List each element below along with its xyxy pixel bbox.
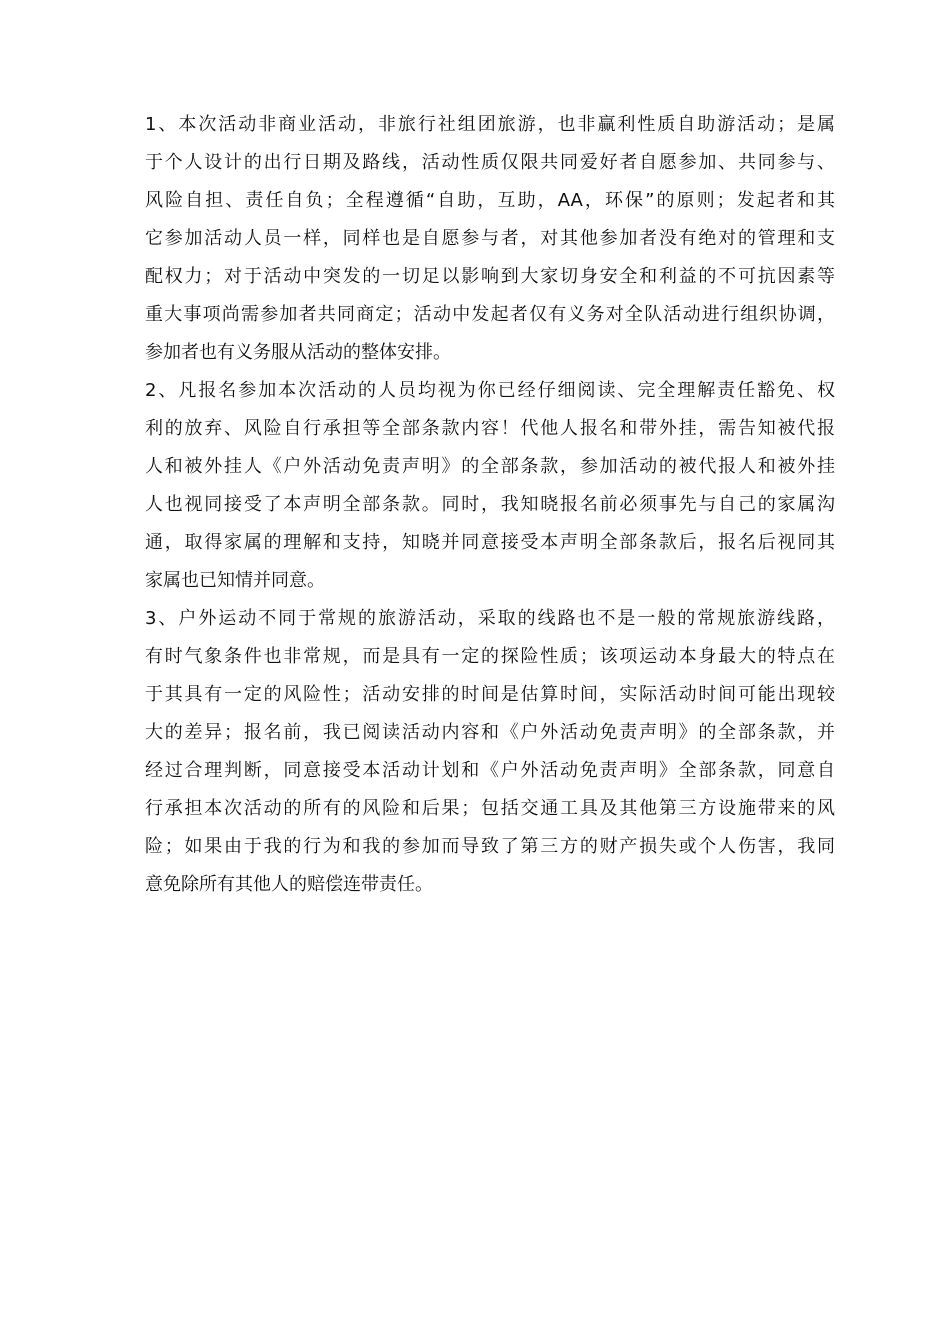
text-line: 重大事项尚需参加者共同商定；活动中发起者仅有义务对全队活动进行组织协调， <box>145 304 835 325</box>
text-line: 参加者也有义务服从活动的整体安排。 <box>145 342 451 363</box>
document-body <box>145 106 835 904</box>
paragraph-2 <box>145 372 835 600</box>
text-line: 配权力；对于活动中突发的一切足以影响到大家切身安全和利益的不可抗因素等 <box>145 266 835 287</box>
text-line: 险；如果由于我的行为和我的参加而导致了第三方的财产损失或个人伤害，我同 <box>145 836 835 857</box>
text-line: 行承担本次活动的所有的风险和后果；包括交通工具及其他第三方设施带来的风 <box>145 798 835 819</box>
paragraph-3 <box>145 600 835 904</box>
text-line: 人和被外挂人《户外活动免责声明》的全部条款，参加活动的被代报人和被外挂 <box>145 456 835 477</box>
text-line: 2、凡报名参加本次活动的人员均视为你已经仔细阅读、完全理解责任豁免、权 <box>145 380 835 401</box>
text-line: 家属也已知情并同意。 <box>145 570 325 591</box>
text-line: 人也视同接受了本声明全部条款。同时，我知晓报名前必须事先与自己的家属沟 <box>145 494 835 515</box>
text-line: 意免除所有其他人的赔偿连带责任。 <box>145 874 433 895</box>
paragraph-1 <box>145 106 835 372</box>
text-line: 它参加活动人员一样，同样也是自愿参与者，对其他参加者没有绝对的管理和支 <box>145 228 835 249</box>
text-line: 1、本次活动非商业活动，非旅行社组团旅游，也非赢利性质自助游活动；是属 <box>145 114 835 135</box>
text-line: 风险自担、责任自负；全程遵循“自助，互助，AA，环保”的原则；发起者和其 <box>145 190 835 211</box>
text-line: 大的差异；报名前，我已阅读活动内容和《户外活动免责声明》的全部条款，并 <box>145 722 835 743</box>
text-line: 3、户外运动不同于常规的旅游活动，采取的线路也不是一般的常规旅游线路， <box>145 608 835 629</box>
text-line: 于个人设计的出行日期及路线，活动性质仅限共同爱好者自愿参加、共同参与、 <box>145 152 835 173</box>
text-line: 利的放弃、风险自行承担等全部条款内容！代他人报名和带外挂，需告知被代报 <box>145 418 835 439</box>
text-line: 于其具有一定的风险性；活动安排的时间是估算时间，实际活动时间可能出现较 <box>145 684 835 705</box>
text-line: 经过合理判断，同意接受本活动计划和《户外活动免责声明》全部条款，同意自 <box>145 760 835 781</box>
text-line: 通，取得家属的理解和支持，知晓并同意接受本声明全部条款后，报名后视同其 <box>145 532 835 553</box>
text-line: 有时气象条件也非常规，而是具有一定的探险性质；该项运动本身最大的特点在 <box>145 646 835 667</box>
